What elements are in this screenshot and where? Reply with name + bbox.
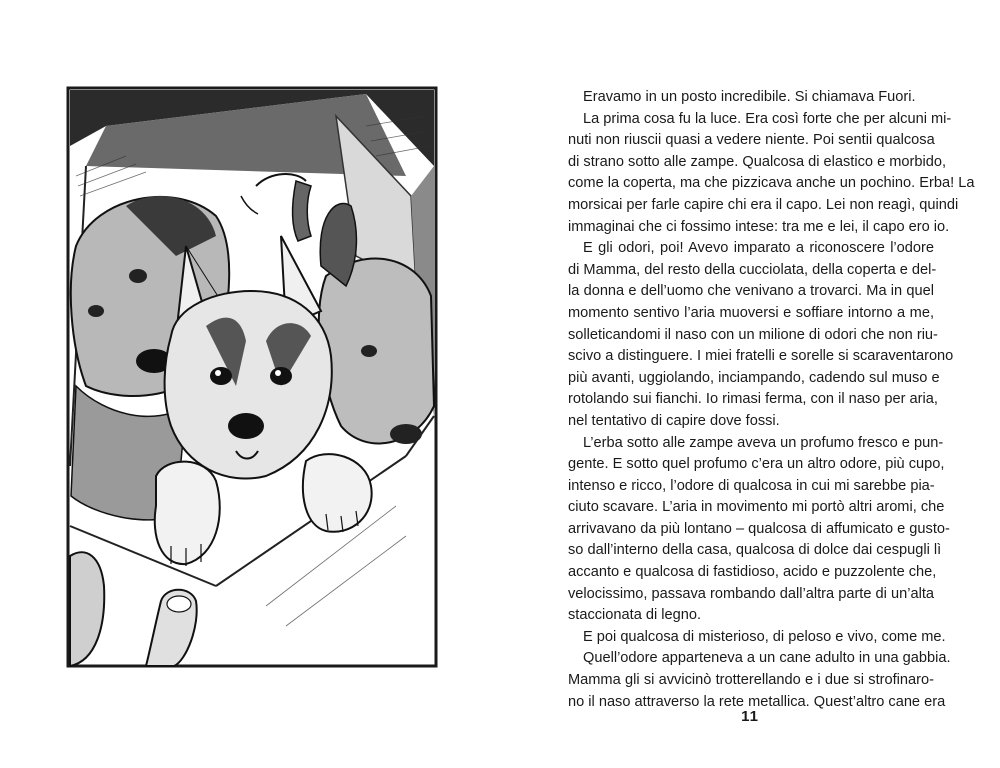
text-line: di Mamma, del resto della cucciolata, della coperta e del- xyxy=(568,261,937,278)
text-line: la donna e dell’uomo che venivano a trovarci. Ma in quel xyxy=(568,283,934,300)
text-line: gente. E sotto quel profumo c’era un altro odore, più cupo, xyxy=(568,456,945,473)
page-text xyxy=(568,87,975,713)
text-line: no il naso attraverso la rete metallica. Quest’altro cane era xyxy=(568,693,946,710)
text-line: immaginai che ci fossimo intese: tra me e lei, il capo ero io. xyxy=(568,218,950,235)
page-number: 11 xyxy=(741,708,759,725)
text-line: morsicai per farle capire chi era il capo. Lei non reagì, quindi xyxy=(568,196,959,213)
text-line: ciuto scavare. L’aria in movimento mi portò altri aromi, che xyxy=(568,499,945,516)
text-line: Eravamo in un posto incredibile. Si chiamava Fuori. xyxy=(583,89,916,105)
text-line: nuti non riuscii quasi a vedere niente. Poi sentii qualcosa xyxy=(568,132,935,149)
text-line: velocissimo, passava rombando dall’altra parte di un’alta xyxy=(568,585,934,602)
text-line: so dall’interno della casa, qualcosa di dolce dai cespugli lì xyxy=(568,542,942,559)
text-line: Mamma gli si avvicinò trotterellando e i due si strofinaro- xyxy=(568,672,934,689)
text-line: intenso e ricco, l’odore di qualcosa in cui mi sarebbe pia- xyxy=(568,477,935,494)
puppies-sketch-image xyxy=(66,86,438,668)
text-line: di strano sotto alle zampe. Qualcosa di elastico e morbido, xyxy=(568,153,947,170)
text-line: La prima cosa fu la luce. Era così forte che per alcuni mi- xyxy=(583,110,952,127)
text-line: E poi qualcosa di misterioso, di peloso e vivo, come me. xyxy=(583,628,946,645)
text-line: solleticandomi il naso con un milione di odori che non riu- xyxy=(568,326,938,343)
text-line: E gli odori, poi! Avevo imparato a riconoscere l’odore xyxy=(583,240,934,257)
text-line: Quell’odore apparteneva a un cane adulto in una gabbia. xyxy=(583,650,951,667)
puppies-illustration xyxy=(66,86,438,668)
text-line: arrivavano da più lontano – qualcosa di affumicato e gusto- xyxy=(568,520,950,537)
text-line: come la coperta, ma che pizzicava anche un pochino. Erba! La xyxy=(568,175,975,192)
text-line: nel tentativo di capire dove fossi. xyxy=(568,412,780,429)
text-line: L’erba sotto alle zampe aveva un profumo fresco e pun- xyxy=(583,434,944,451)
text-line: accanto e qualcosa di fastidioso, acido e puzzolente che, xyxy=(568,564,937,581)
text-line: più avanti, uggiolando, inciampando, cadendo sul muso e xyxy=(568,369,940,386)
text-line: momento sentivo l’aria muoversi e soffiare intorno a me, xyxy=(568,304,934,321)
text-line: scivo a distinguere. I miei fratelli e sorelle si scaraventarono xyxy=(568,348,954,365)
text-line: staccionata di legno. xyxy=(568,607,702,624)
text-line: rotolando sui fianchi. Io rimasi ferma, con il naso per aria, xyxy=(568,391,938,408)
